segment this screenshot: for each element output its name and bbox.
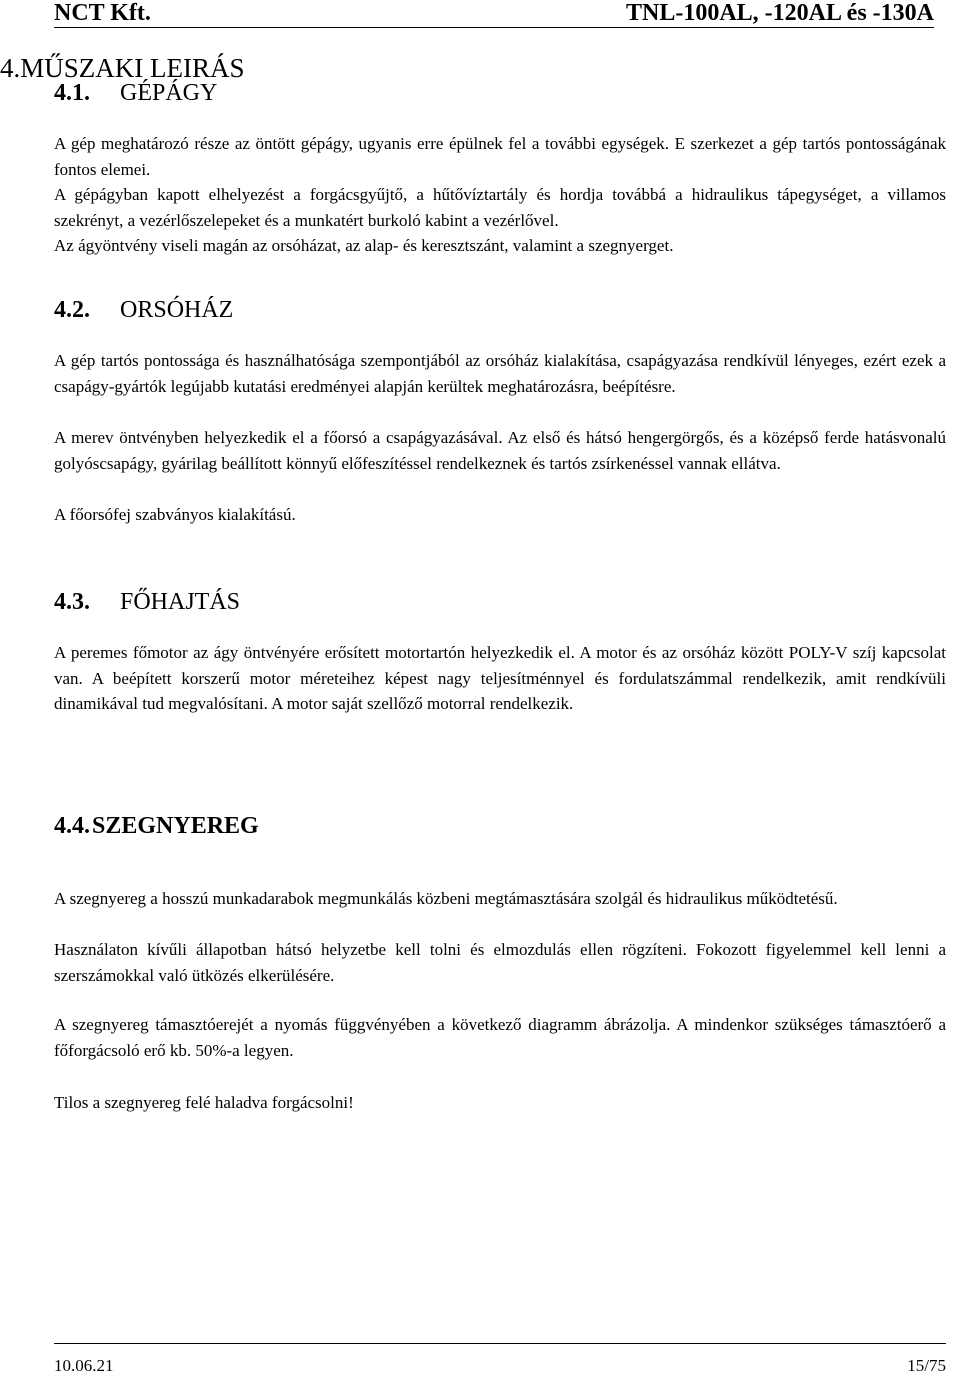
section-number: 4.4. bbox=[54, 813, 90, 839]
company-name: NCT Kft. bbox=[54, 0, 151, 26]
paragraph: A főorsófej szabványos kialakítású. bbox=[54, 505, 296, 524]
section-title: ORSÓHÁZ bbox=[120, 297, 234, 323]
page-header bbox=[54, 0, 934, 28]
section-number: 4.3. bbox=[54, 589, 90, 615]
machine-model: TNL-100AL, -120AL és -130A bbox=[625, 0, 934, 26]
paragraph: A gép tartós pontossága és használhatósága szempontjából az orsóház kialakítása, csapágyazása rendkívül lényeges, ezért ezek a csapágy-gyártók legújabb kutatási eredményei alapján kerültek meghatározásra, beépítésre. bbox=[54, 351, 946, 396]
paragraph: A gép meghatározó része az öntött gépágy, ugyanis erre épülnek fel a további egységek. E szerkezet a gép tartós pontosságának fontos elemei. bbox=[54, 134, 946, 179]
page-number: 15/75 bbox=[907, 1356, 946, 1375]
section-heading-orsohaz bbox=[54, 295, 233, 325]
paragraph: Az ágyöntvény viseli magán az orsóházat, az alap- és keresztszánt, valamint a szegnyerget. bbox=[54, 236, 674, 255]
paragraph: Tilos a szegnyereg felé haladva forgácsolni! bbox=[54, 1093, 354, 1112]
section-heading-gepagy bbox=[54, 78, 217, 108]
paragraph: A peremes főmotor az ágy öntvényére erősített motortartón helyezkedik el. A motor és az orsóház között POLY-V szíj kapcsolat van. A beépített korszerű motor méreteihez képest nagy teljesítménnyel és fordulatszámmal rendelkezik, amit rendkívüli dinamikával tud megvalósítani. A motor saját szellőző motorral rendelkezik. bbox=[54, 643, 946, 713]
section-title: SZEGNYEREG bbox=[92, 813, 259, 839]
section-heading-szegnyereg bbox=[54, 811, 259, 841]
section-title: FŐHAJTÁS bbox=[120, 589, 241, 615]
chapter-title: 4.MŰSZAKI LEIRÁS bbox=[0, 53, 245, 84]
section-number: 4.2. bbox=[54, 297, 90, 323]
paragraph: A gépágyban kapott elhelyezést a forgácsgyűjtő, a hűtővíztartály és hordja továbbá a hidraulikus tápegységet, a villamos szekrényt, a vezérlőszelepeket és a munkatért burkoló kabint a vezérlővel. bbox=[54, 185, 946, 230]
section-number: 4.1. bbox=[54, 80, 90, 106]
section-title: GÉPÁGY bbox=[120, 80, 218, 106]
section-heading-fohajtas bbox=[54, 587, 240, 617]
paragraph: A szegnyereg támasztóerejét a nyomás függvényében a következő diagramm ábrázolja. A mindenkor szükséges támasztóerő a főforgácsoló erő kb. 50%-a legyen. bbox=[54, 1015, 946, 1060]
paragraph: Használaton kívűli állapotban hátsó helyzetbe kell tolni és elmozdulás ellen rögzíteni. Fokozott figyelemmel kell lenni a szerszámokkal való ütközés elkerülésére. bbox=[54, 940, 946, 985]
footer-date: 10.06.21 bbox=[54, 1356, 114, 1375]
page-footer bbox=[54, 1343, 946, 1376]
paragraph: A merev öntvényben helyezkedik el a főorsó a csapágyazásával. Az első és hátsó hengergörgős, és a középső ferde hatásvonalú golyóscsapágy, gyárilag beállított könnyű előfeszítéssel rendelkeznek és tartós zsírkenéssel vannak ellátva. bbox=[54, 428, 946, 473]
paragraph: A szegnyereg a hosszú munkadarabok megmunkálás közbeni megtámasztására szolgál és hidraulikus működtetésű. bbox=[54, 889, 838, 908]
